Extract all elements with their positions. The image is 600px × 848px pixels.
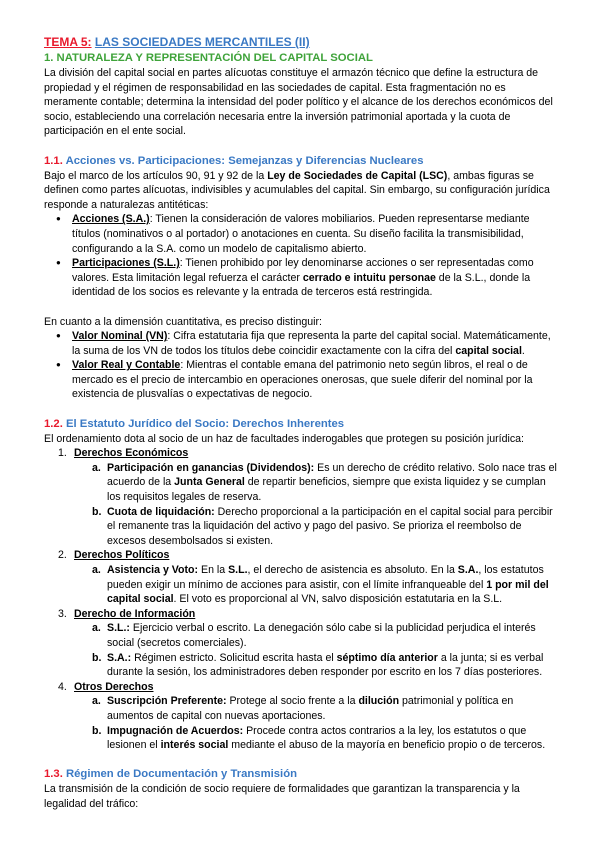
list-item: b. S.A.: Régimen estricto. Solicitud escrita hasta el séptimo día anterior a la junta; si es verbal durante la sesión, los administradores deben responder por escrito en los 7 días posteriores. xyxy=(92,651,544,679)
topic-title: LAS SOCIEDADES MERCANTILES (II) xyxy=(94,35,310,49)
dimension-intro: En cuanto a la dimensión cuantitativa, es preciso distinguir: xyxy=(44,315,322,328)
rights-list xyxy=(44,446,558,752)
list-item: ● Valor Nominal (VN): Cifra estatutaria fija que representa la parte del capital social. Matemáticamente, la suma de los VN de todos los títulos debe coincidir exactamente con la cifra del capital social. xyxy=(56,329,558,358)
list-item: ● Participaciones (S.L.): Tienen prohibido por ley denominarse acciones o ser representadas como valores. Esta limitación legal refuerza el carácter cerrado e intuitu personae de la S.L., donde la identidad de los socios es relevante y la entrada de terceros está restringida. xyxy=(56,256,558,300)
list-item: 1. Derechos Económicos a. Participación en ganancias (Dividendos): Es un derecho de crédito relativo. Solo nace tras el acuerdo de la Junta General de repartir beneficios, siempre que exista liquidez y se cumplan los requisitos legales de reserva. b. Cuota de liquidación: Derecho proporcional a la participación en el capital social para percibir el remanente tras la liquidación del activo y pago del pasivo. Se prioriza el reembolso de excesos desembolsados si existen. xyxy=(58,447,557,547)
list-item: 3. Derecho de Información a. S.L.: Ejercicio verbal o escrito. La denegación sólo cabe si la publicidad perjudica el interés social (secretos comerciales). b. S.A.: Régimen estricto. Solicitud escrita hasta el séptimo día anterior a la junta; si es verbal durante la sesión, los administradores deben responder por escrito en los 7 días posteriores. xyxy=(58,607,558,680)
section-1-1-intro: Bajo el marco de los artículos 90, 91 y 92 de la Ley de Sociedades de Capital (LSC), ambas figuras se definen como partes alícuotas, indivisibles y acumulables del capital. Sin embargo, su configuración jurídica responde a naturalezas antitéticas: xyxy=(44,169,550,211)
list-item: ● Acciones (S.A.): Tienen la consideración de valores mobiliarios. Pueden representarse mediante títulos (nominativos o al portador) o anotaciones en cuenta. Su diseño facilita la transmisibilidad, configurando a la S.A. como un modelo de capitalismo abierto. xyxy=(56,212,558,256)
section-1-2-intro: El ordenamiento dota al socio de un haz de facultades inderogables que protegen su posición jurídica: xyxy=(44,432,524,445)
section-1-3-heading: 1.3. Régimen de Documentación y Transmisión xyxy=(44,768,297,781)
values-list xyxy=(44,329,558,402)
section-1-2-heading: 1.2. El Estatuto Jurídico del Socio: Derechos Inherentes xyxy=(44,417,345,430)
list-item: a. Participación en ganancias (Dividendos): Es un derecho de crédito relativo. Solo nace tras el acuerdo de la Junta General de repartir beneficios, siempre que exista liquidez y se cumplan los requisitos legales de reserva. xyxy=(92,461,557,504)
list-item: 4. Otros Derechos a. Suscripción Preferente: Protege al socio frente a la dilución patrimonial y política en aumentos de capital con nuevas aportaciones. b. Impugnación de Acuerdos: Procede contra actos contrarios a la ley, los estatutos o que lesionen el interés social mediante el abuso de la mayoría en beneficio propio o de terceros. xyxy=(58,680,558,753)
list-item: b. Impugnación de Acuerdos: Procede contra actos contrarios a la ley, los estatutos o que lesionen el interés social mediante el abuso de la mayoría en beneficio propio o de terceros. xyxy=(92,724,546,752)
list-item: a. Asistencia y Voto: En la S.L., el derecho de asistencia es absoluto. En la S.A., los estatutos pueden exigir un mínimo de acciones para asistir, con el límite infranqueable del 1 por mil del capital social. El voto es proporcional al VN, salvo disposición estatutaria en la S.L. xyxy=(92,564,549,606)
list-item: a. Suscripción Preferente: Protege al socio frente a la dilución patrimonial y política en aumentos de capital con nuevas aportaciones. xyxy=(92,695,514,722)
page-title xyxy=(44,34,558,50)
topic-label: TEMA 5: xyxy=(44,35,92,49)
section-1-heading: 1. NATURALEZA Y REPRESENTACIÓN DEL CAPITAL SOCIAL xyxy=(44,52,373,64)
section-1-3-intro: La transmisión de la condición de socio requiere de formalidades que garantizan la transparencia y la legalidad del tráfico: xyxy=(44,783,520,810)
list-item: a. S.L.: Ejercicio verbal o escrito. La denegación sólo cabe si la publicidad perjudica el interés social (secretos comerciales). xyxy=(92,622,536,649)
section-1-1-heading: 1.1. Acciones vs. Participaciones: Semejanzas y Diferencias Nucleares xyxy=(44,154,424,167)
list-item: ● Valor Real y Contable: Mientras el contable emana del patrimonio neto según libros, el real o de mercado es el precio de intercambio en operaciones onerosas, que suele diferir del nominal por la existencia de plusvalías o expectativas de negocio. xyxy=(56,358,558,402)
section-1-intro: La división del capital social en partes alícuotas constituye el armazón técnico que define la estructura de propiedad y el régimen de responsabilidad en las sociedades de capital. Esta fragmentación no es meramente contable; determina la intensidad del poder político y el alcance de los derechos económicos del socio, estableciendo una correlación necesaria entre la inversión patrimonial aportada y la cuota de participación en el ente social. xyxy=(44,67,553,138)
list-item: b. Cuota de liquidación: Derecho proporcional a la participación en el capital social para percibir el remanente tras la liquidación del activo y pago del pasivo. Se prioriza el reembolso de excesos desembolsados si existen. xyxy=(92,505,553,547)
list-item: 2. Derechos Políticos a. Asistencia y Voto: En la S.L., el derecho de asistencia es absoluto. En la S.A., los estatutos pueden exigir un mínimo de acciones para asistir, con el límite infranqueable del 1 por mil del capital social. El voto es proporcional al VN, salvo disposición estatutaria en la S.L. xyxy=(58,548,558,606)
shares-list xyxy=(44,212,558,300)
